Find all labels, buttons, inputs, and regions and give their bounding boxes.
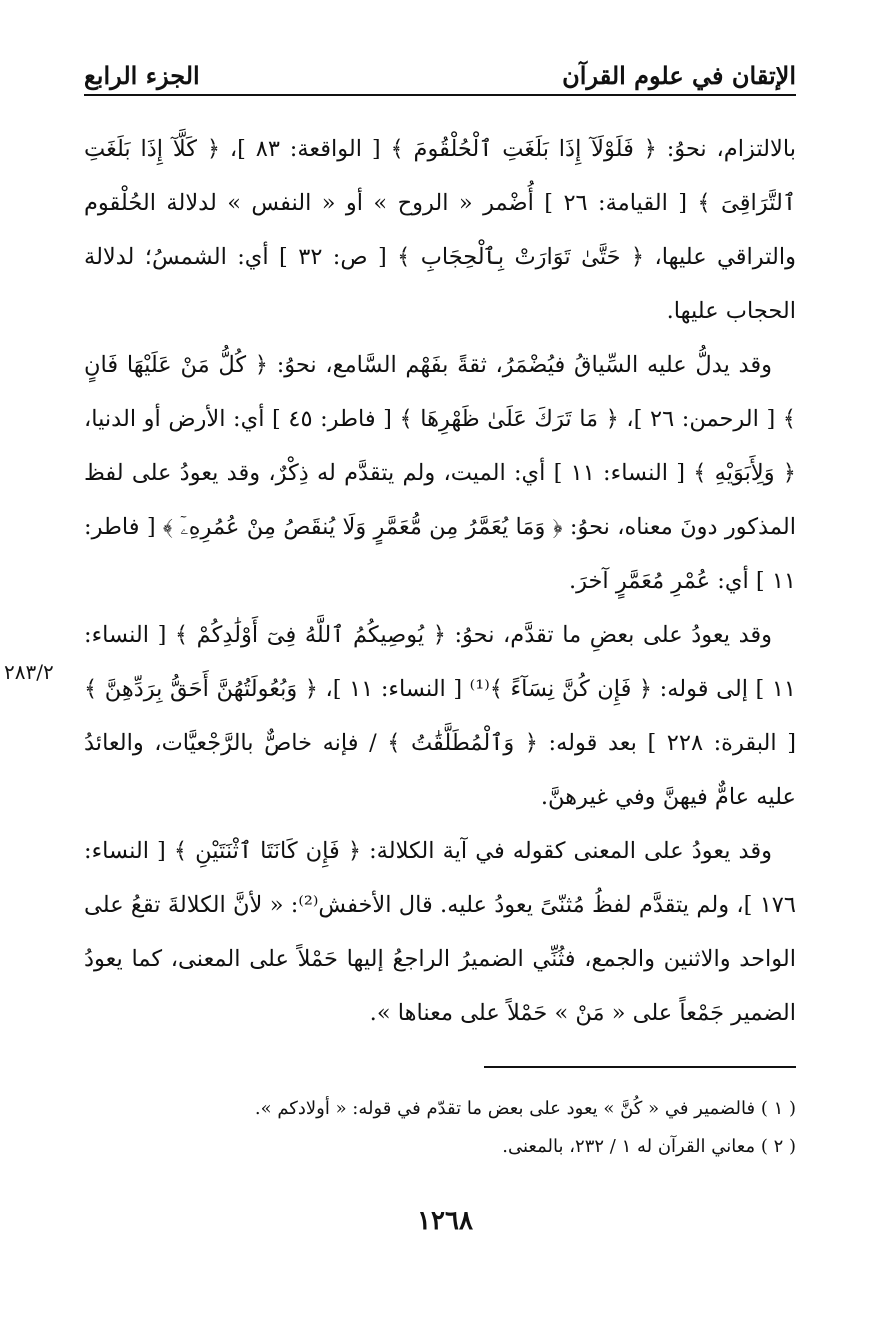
part-label: الجزء الرابع [84, 61, 200, 90]
margin-page-reference: ٢٨٣/٢ [4, 660, 54, 684]
paragraph-2: وقد يدلُّ عليه السِّياقُ فيُضْمَرُ، ثقةً بفَهْم السَّامع، نحوُ: ﴿ كُلُّ مَنْ عَلَيْهَا فَانٍ ﴾ [ الرحمن: ٢٦ ]، ﴿ مَا تَرَكَ عَلَىٰ ظَهْرِهَا ﴾ [ فاطر: ٤٥ ] أي: الأرض أو الدنيا، ﴿ وَلِأَبَوَيْهِ ﴾ [ النساء: ١١ ] أي: الميت، ولم يتقدَّم له ذِكْرٌ، وقد يعودُ على لفظ المذكور دونَ معناه، نحوُ: ﴿ وَمَا يُعَمَّرُ مِن مُّعَمَّرٍ وَلَا يُنقَصُ مِنْ عُمُرِهِۦٓ ﴾ [ فاطر: ١١ ] أي: عُمْرِ مُعَمَّرٍ آخرَ. [84, 352, 796, 594]
paragraph-1: بالالتزام، نحوُ: ﴿ فَلَوْلَآ إِذَا بَلَغَتِ ٱلْحُلْقُومَ ﴾ [ الواقعة: ٨٣ ]، ﴿ كَلَّآ إِذَا بَلَغَتِ ٱلتَّرَاقِىَ ﴾ [ القيامة: ٢٦ ] أُضْمر « الروح » أو « النفس » لدلالة الحُلْقوم والتراقي عليها، ﴿ حَتَّىٰ تَوَارَتْ بِٱلْحِجَابِ ﴾ [ ص: ٣٢ ] أي: الشمسُ؛ لدلالة الحجاب عليها. [84, 136, 796, 324]
footnotes [84, 1090, 796, 1166]
paragraph-3: وقد يعودُ على بعضِ ما تقدَّم، نحوُ: ﴿ يُوصِيكُمُ ٱللَّهُ فِىٓ أَوْلَٰدِكُمْ ﴾ [ النساء: ١١ ] إلى قوله: ﴿ فَإِن كُنَّ نِسَآءً ﴾⁽¹⁾ [ النساء: ١١ ]، ﴿ وَبُعُولَتُهُنَّ أَحَقُّ بِرَدِّهِنَّ ﴾ [ البقرة: ٢٢٨ ] بعد قوله: ﴿ وَٱلْمُطَلَّقَٰتُ ﴾ / فإنه خاصٌّ بالرَّجْعيَّات، والعائدُ عليه عامٌّ فيهنَّ وفي غيرهنَّ. [84, 622, 796, 810]
running-header [84, 52, 796, 96]
footnote-2: ( ٢ ) معاني القرآن له ١ / ٢٣٢، بالمعنى. [502, 1136, 796, 1157]
footnote-1: ( ١ ) فالضمير في « كُنَّ » يعود على بعض ما تقدّم في قوله: « أولادكم ». [254, 1098, 796, 1119]
main-text [84, 122, 796, 1040]
paragraph-4: وقد يعودُ على المعنى كقوله في آية الكلالة: ﴿ فَإِن كَانَتَا ٱثْنَتَيْنِ ﴾ [ النساء: ١٧٦ ]، ولم يتقدَّم لفظُ مُثنّىً يعودُ عليه. قال الأخفش⁽²⁾: « لأنَّ الكلالةَ تقعُ على الواحد والاثنين والجمع، فثُنِّي الضميرُ الراجعُ إليها حَمْلاً على المعنى، كما يعودُ الضمير جَمْعاً على « مَنْ » حَمْلاً على معناها ». [84, 838, 796, 1026]
book-title: الإتقان في علوم القرآن [562, 61, 796, 90]
footnote-divider [484, 1066, 796, 1068]
page-number: ١٢٦٨ [417, 1206, 473, 1236]
